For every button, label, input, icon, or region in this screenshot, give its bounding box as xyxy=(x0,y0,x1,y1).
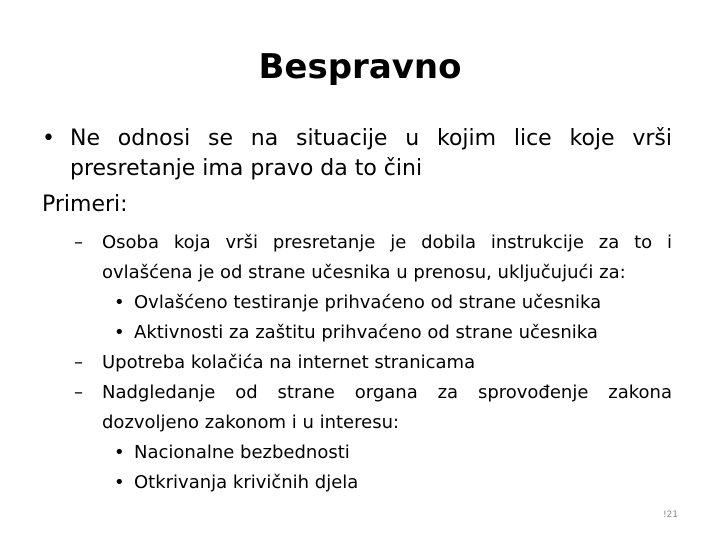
example-text: Osoba koja vrši presretanje je dobila instrukcije za to i ovlašćena je od strane učesnika u prenosu, uključujući za: xyxy=(102,232,672,283)
example-text: Upotreba kolačića na internet stranicama xyxy=(102,352,476,373)
sub-bullet-text: Otkrivanja krivičnih djela xyxy=(134,472,359,493)
bullet-marker: • xyxy=(42,126,55,151)
example-item xyxy=(42,228,672,288)
sub-bullet-item xyxy=(42,438,672,468)
dash-marker: – xyxy=(74,232,83,253)
sub-bullet-item xyxy=(42,288,672,318)
sub-bullet-item xyxy=(42,468,672,498)
example-item xyxy=(42,348,672,378)
sub-bullet-text: Aktivnosti za zaštitu prihvaćeno od strane učesnika xyxy=(134,322,598,343)
bullet-text: Ne odnosi se na situacije u kojim lice koje vrši presretanje ima pravo da to čini xyxy=(70,126,672,181)
examples-label: Primeri: xyxy=(42,192,128,217)
bullet-marker: • xyxy=(114,442,125,463)
bullet-marker: • xyxy=(114,322,125,343)
slide-title: Bespravno xyxy=(258,47,462,87)
sub-bullet-item xyxy=(42,318,672,348)
bullet-marker: • xyxy=(114,472,125,493)
bullet-marker: • xyxy=(114,292,125,313)
example-text: Nadgledanje od strane organa za sprovođenje zakona dozvoljeno zakonom i u interesu: xyxy=(102,382,672,433)
bullet-item xyxy=(42,124,672,184)
page-number: !21 xyxy=(662,510,678,520)
dash-marker: – xyxy=(74,352,83,373)
example-item xyxy=(42,378,672,438)
sub-bullet-text: Ovlašćeno testiranje prihvaćeno od strane učesnika xyxy=(134,292,602,313)
dash-marker: – xyxy=(74,382,83,403)
sub-bullet-text: Nacionalne bezbednosti xyxy=(134,442,350,463)
slide-body xyxy=(42,124,672,498)
